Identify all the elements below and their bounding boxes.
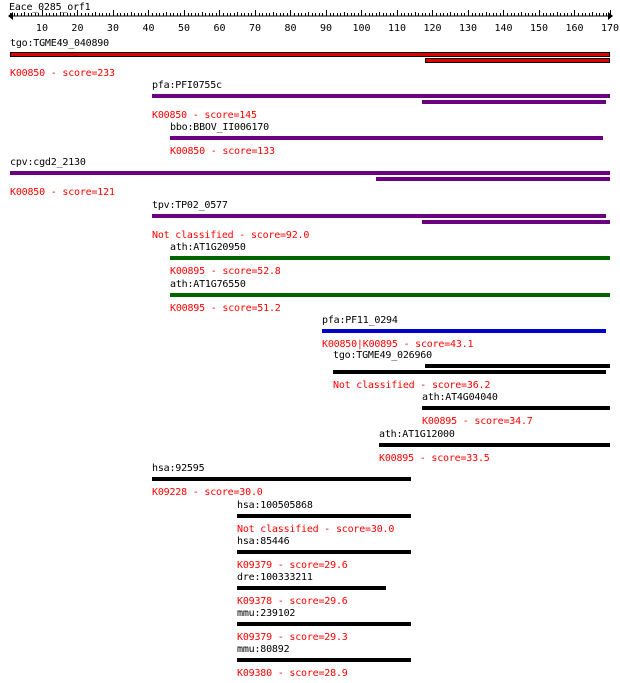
hit-segment-bar <box>10 171 610 175</box>
hit-score-label: K00850 - score=233 <box>10 68 115 79</box>
hit-score-label: K00895 - score=51.2 <box>170 303 281 314</box>
ruler-tick-label: 120 <box>423 23 442 34</box>
hit-segment-bar <box>237 622 411 626</box>
hit-segment-bar <box>152 94 610 98</box>
hit-segment-bar <box>425 58 610 63</box>
hit-score-label: K00895 - score=52.8 <box>170 266 281 277</box>
ruler-tick-label: 150 <box>529 23 549 34</box>
hit-id-label[interactable]: tgo:TGME49_040890 <box>10 38 109 49</box>
ruler-tick-label: 40 <box>142 23 155 34</box>
ruler-tick-label: 20 <box>71 23 84 34</box>
hit-segment-bar <box>170 256 610 260</box>
hit-segment-bar <box>10 52 610 57</box>
hit-segment-bar <box>322 329 606 333</box>
ruler-tick-label: 70 <box>248 23 261 34</box>
hit-segment-bar <box>170 136 603 140</box>
ruler-tick-label: 140 <box>494 23 513 34</box>
ruler-tick-label: 80 <box>284 23 297 34</box>
hit-score-label: K09228 - score=30.0 <box>152 487 263 498</box>
ruler-tick-label: 130 <box>458 23 478 34</box>
hit-id-label[interactable]: pfa:PF11_0294 <box>322 315 398 326</box>
hit-segment-bar <box>379 443 610 447</box>
hit-score-label: K09380 - score=28.9 <box>237 668 348 679</box>
hit-id-label[interactable]: pfa:PFI0755c <box>152 80 222 91</box>
hit-segment-bar <box>237 514 411 518</box>
hit-id-label[interactable]: tpv:TP02_0577 <box>152 200 228 211</box>
hit-id-label[interactable]: hsa:92595 <box>152 463 205 474</box>
hit-score-label: K09378 - score=29.6 <box>237 596 348 607</box>
ruler-tick-label: 170 <box>600 23 620 34</box>
hit-id-label[interactable]: bbo:BBOV_II006170 <box>170 122 269 133</box>
hit-score-label: K09379 - score=29.3 <box>237 632 348 643</box>
hit-id-label[interactable]: hsa:85446 <box>237 536 290 547</box>
position-ruler <box>0 0 620 40</box>
hit-score-label: K00850 - score=133 <box>170 146 275 157</box>
hit-id-label[interactable]: ath:AT1G76550 <box>170 279 246 290</box>
hit-segment-bar <box>422 406 610 410</box>
hit-id-label[interactable]: ath:AT1G12000 <box>379 429 455 440</box>
hit-score-label: K00850 - score=145 <box>152 110 257 121</box>
hit-id-label[interactable]: cpv:cgd2_2130 <box>10 157 86 168</box>
hit-segment-bar <box>237 550 411 554</box>
hit-segment-bar <box>152 214 606 218</box>
hit-segment-bar <box>170 293 610 297</box>
hit-segment-bar <box>376 177 610 181</box>
ruler-tick-label: 60 <box>213 23 226 34</box>
hit-id-label[interactable]: ath:AT4G04040 <box>422 392 498 403</box>
hit-id-label[interactable]: mmu:239102 <box>237 608 296 619</box>
hit-segment-bar <box>237 658 411 662</box>
hit-score-label: Not classified - score=36.2 <box>333 380 491 391</box>
hit-score-label: K00850|K00895 - score=43.1 <box>322 339 474 350</box>
hit-id-label[interactable]: dre:100333211 <box>237 572 313 583</box>
hit-score-label: K00895 - score=34.7 <box>422 416 533 427</box>
hit-segment-bar <box>152 477 411 481</box>
hit-segment-bar <box>422 220 610 224</box>
hit-id-label[interactable]: ath:AT1G20950 <box>170 242 246 253</box>
ruler-tick-label: 100 <box>352 23 371 34</box>
hit-score-label: K09379 - score=29.6 <box>237 560 348 571</box>
hit-score-label: Not classified - score=92.0 <box>152 230 310 241</box>
hit-score-label: K00895 - score=33.5 <box>379 453 490 464</box>
ruler-tick-label: 30 <box>106 23 119 34</box>
hit-segment-bar <box>237 586 386 590</box>
hit-id-label[interactable]: hsa:100505868 <box>237 500 313 511</box>
ruler-tick-label: 160 <box>565 23 584 34</box>
hit-segment-bar <box>333 370 606 374</box>
hit-id-label[interactable]: mmu:80892 <box>237 644 290 655</box>
ruler-tick-label: 50 <box>177 23 190 34</box>
query-title: Eace_0285_orf1 <box>9 2 91 13</box>
hit-segment-bar <box>425 364 610 368</box>
ruler-tick-label: 90 <box>319 23 332 34</box>
hit-score-label: K00850 - score=121 <box>10 187 115 198</box>
ruler-tick-label: 10 <box>35 23 48 34</box>
hit-segment-bar <box>422 100 606 104</box>
ruler-tick-label: 110 <box>387 23 407 34</box>
hit-score-label: Not classified - score=30.0 <box>237 524 395 535</box>
hit-id-label[interactable]: tgo:TGME49_026960 <box>333 350 432 361</box>
